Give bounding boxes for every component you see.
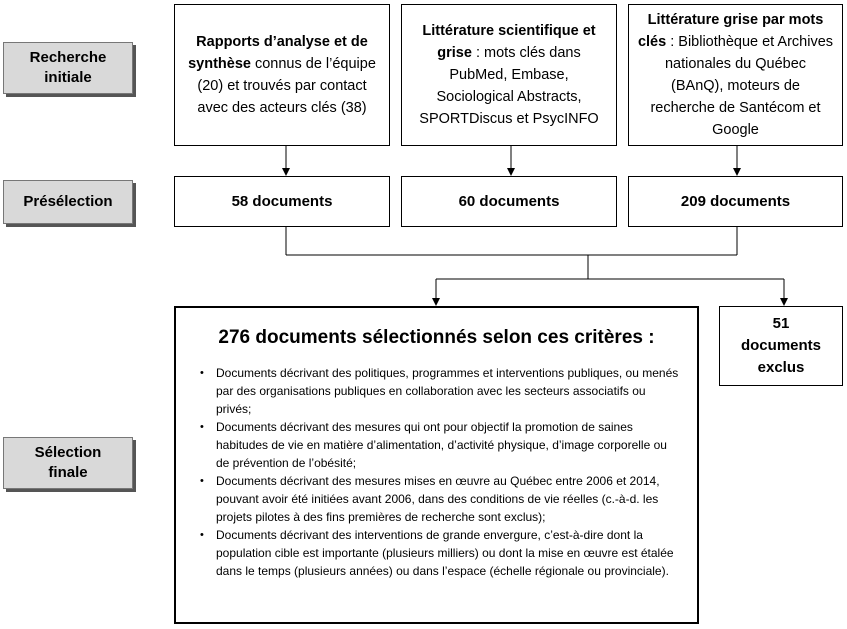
source-text-scientific <box>410 20 608 130</box>
count-text-scientific: 60 documents <box>458 193 560 210</box>
criteria-item: • Documents décrivant des politiques, programmes et interventions publiques, ou menés par des organisations publiques en collaboration avec les secteurs associatifs ou privés; <box>200 364 683 418</box>
source-text-reports <box>183 31 381 119</box>
stage-label-preselection <box>3 180 133 224</box>
count-box-scientific <box>401 176 617 227</box>
source-title-grey: Littérature grise par mots clés <box>637 12 824 50</box>
source-box-reports <box>174 4 390 146</box>
source-title-reports: Rapports d’analyse et de synthèse <box>188 34 368 72</box>
source-desc-scientific: : mots clés dans PubMed, Embase, Sociological Abstracts, SPORTDiscus et PsycINFO <box>419 45 599 127</box>
stage-label-initial-text: Recherche initiale <box>29 49 107 86</box>
source-title-scientific: Littérature scientifique et grise <box>422 23 596 61</box>
count-box-grey <box>628 176 843 227</box>
criteria-item: • Documents décrivant des interventions de grande envergure, c’est-à-dire dont la population cible est importante (plusieurs milliers) ou dont la mise en œuvre est étalée dans le temps (plusieurs années) ou dans l’espace (échelle régionale ou provinciale). <box>200 526 683 580</box>
count-box-reports <box>174 176 390 227</box>
source-box-grey <box>628 4 843 146</box>
criteria-list <box>190 364 683 580</box>
criteria-item: • Documents décrivant des mesures mises en œuvre au Québec entre 2006 et 2014, pouvant avoir été initiées avant 2006, dans des conditions de vie réelles (c.-à-d. les projets pilotes à des fins premières de recherche sont exclus); <box>200 472 683 526</box>
source-box-scientific <box>401 4 617 146</box>
excluded-label: documents exclus <box>740 337 821 376</box>
source-text-grey <box>637 9 834 141</box>
final-selection-box <box>174 306 699 624</box>
final-selection-title: 276 documents sélectionnés selon ces critères : <box>218 327 655 348</box>
stage-label-preselection-text: Présélection <box>23 193 113 210</box>
excluded-box <box>719 306 843 386</box>
source-desc-grey: : Bibliothèque et Archives nationales du Québec (BAnQ), moteurs de recherche de Santécom et Google <box>650 34 834 138</box>
source-desc-reports: connus de l’équipe (20) et trouvés par contact avec des acteurs clés (38) <box>197 56 376 116</box>
count-text-grey: 209 documents <box>680 193 791 210</box>
stage-label-final <box>3 437 133 489</box>
excluded-text <box>734 313 829 379</box>
criteria-item: • Documents décrivant des mesures qui ont pour objectif la promotion de saines habitudes de vie en matière d’alimentation, d’activité physique, d’image corporelle ou de prévention de l’obésité; <box>200 418 683 472</box>
excluded-count: 51 <box>772 315 790 332</box>
stage-label-initial <box>3 42 133 94</box>
count-text-reports: 58 documents <box>231 193 333 210</box>
stage-label-final-text: Sélection finale <box>34 444 102 481</box>
